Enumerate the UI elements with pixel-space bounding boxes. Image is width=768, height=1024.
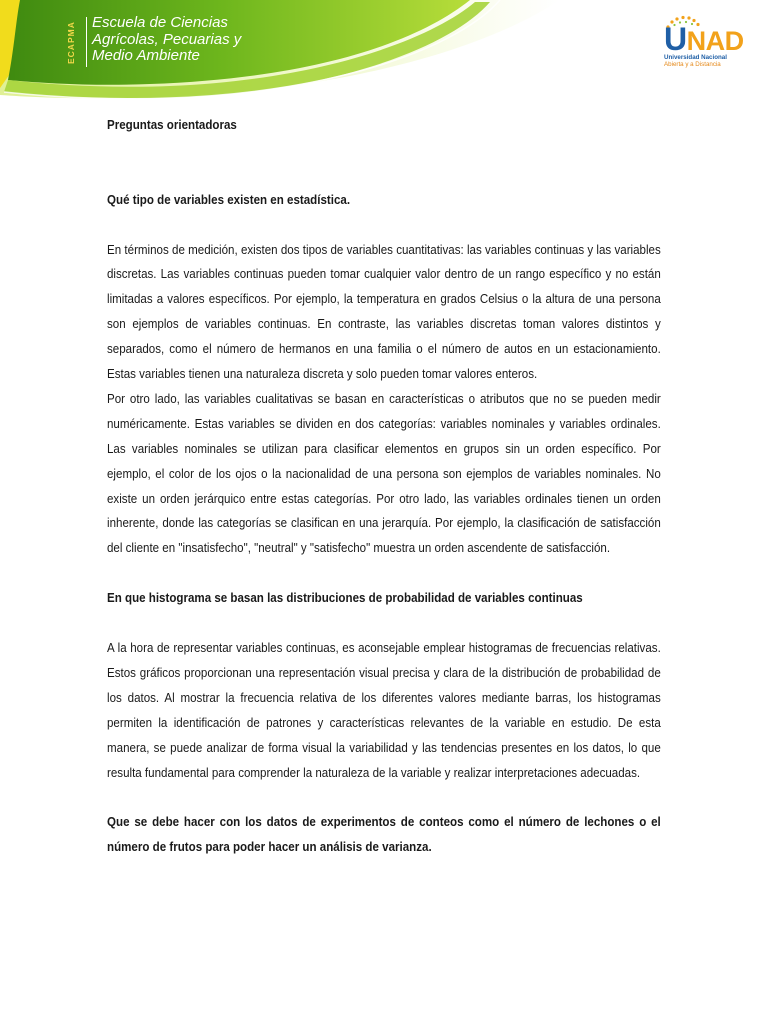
page-header-banner	[0, 0, 768, 110]
document-title: Preguntas orientadoras	[107, 117, 237, 132]
section-1-paragraph-2: Por otro lado, las variables cualitativas se basan en características o atributos que no se pueden medir numéricamente. Estas variables se dividen en dos categorías: variables nominales y variables ordinales. Las variables nominales se utilizan para clasificar elementos en grupos sin un orden específico. Por ejemplo, el color de los ojos o la nacionalidad de una persona son ejemplos de variables nominales. No existe un orden jerárquico entre estas categorías. Por otro lado, las variables ordinales tienen un orden inherente, donde las categorías se clasifican en una jerarquía. Por ejemplo, la clasificación de satisfacción del cliente en "insatisfecho", "neutral" y "satisfecho" muestra un orden ascendente de satisfacción.	[107, 390, 661, 556]
logo-wordmark	[664, 21, 744, 57]
section-2-paragraph-1: A la hora de representar variables continuas, es aconsejable emplear histogramas de frecuencias relativas. Estos gráficos proporcionan una representación visual precisa y clara de la distribución de probabilidad de los datos. Al mostrar la frecuencia relativa de los diferentes valores mediante barras, los histogramas permiten la identificación de patrones y características relevantes de la variable en estudio. De esta manera, se puede analizar de forma visual la variabilidad y las tendencias presentes en los datos, lo que resulta fundamental para comprender la naturaleza de la variable y realizar interpretaciones adecuadas.	[107, 639, 661, 780]
logo-subtitle-line-1: Universidad Nacional	[664, 54, 727, 61]
logo-subtitle-line-2: Abierta y a Distancia	[664, 61, 721, 68]
school-name-line-3: Medio Ambiente	[92, 47, 200, 64]
logo-subtitle	[664, 54, 727, 68]
school-name	[92, 15, 241, 65]
document-body	[107, 113, 661, 860]
logo-letters-nad: NAD	[686, 26, 744, 56]
logo-letter-u: U	[664, 21, 687, 57]
section-3-question: Que se debe hacer con los datos de experimentos de conteos como el número de lechones o el número de frutos para poder hacer un análisis de varianza.	[107, 814, 661, 855]
ecapma-side-tag: ECAPMA	[66, 21, 76, 65]
school-name-line-1: Escuela de Ciencias	[92, 14, 228, 31]
section-1-question: Qué tipo de variables existen en estadística.	[107, 191, 351, 207]
section-2-question: En que histograma se basan las distribuciones de probabilidad de variables continuas	[107, 590, 583, 606]
school-name-divider	[86, 17, 87, 67]
section-1-paragraph-1: En términos de medición, existen dos tipos de variables cuantitativas: las variables continuas y las variables discretas. Las variables continuas pueden tomar cualquier valor dentro de un rango específico y no están limitadas a valores específicos. Por ejemplo, la temperatura en grados Celsius o la altura de una persona son ejemplos de variables continuas. En contraste, las variables discretas toman valores distintos y separados, como el número de hermanos en una familia o el número de autos en un estacionamiento. Estas variables tienen una naturaleza discreta y solo pueden tomar valores enteros.	[107, 241, 661, 382]
unad-logo	[662, 14, 744, 74]
school-name-line-2: Agrícolas, Pecuarias y	[92, 30, 242, 48]
